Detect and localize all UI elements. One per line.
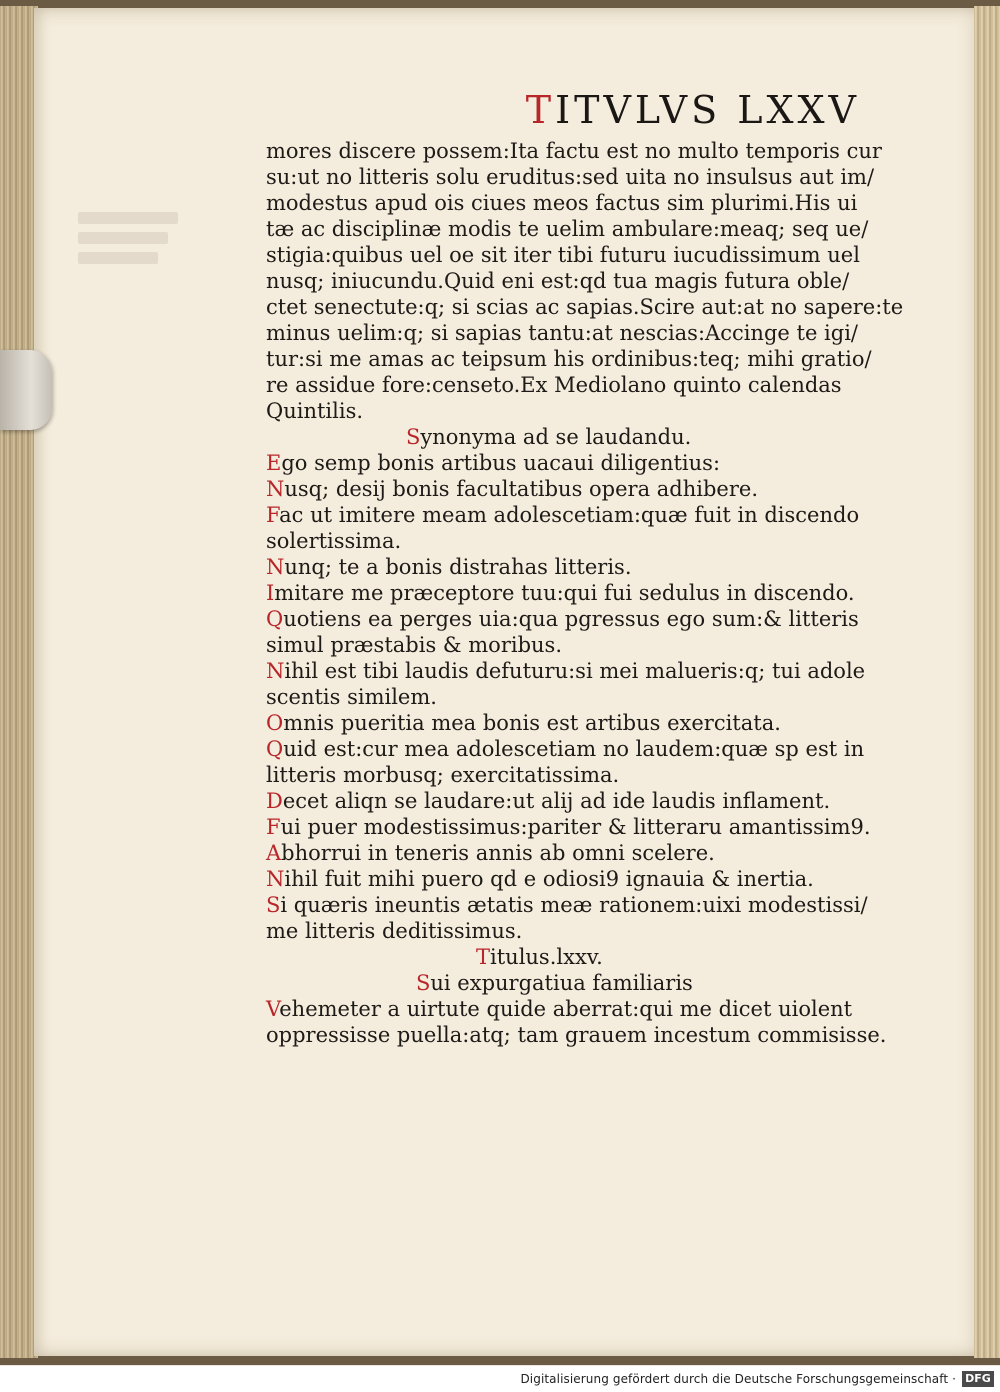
sentence-text: uotiens ea perges uia:qua pgressus ego sum:& litteris bbox=[283, 607, 859, 631]
paragraph-line: su:ut no litteris solu eruditus:sed uita no insulsus aut im/ bbox=[266, 165, 875, 189]
show-through-text bbox=[78, 212, 178, 224]
sentence-line bbox=[266, 710, 876, 736]
section-heading-titulus bbox=[266, 944, 876, 970]
digitization-footer bbox=[0, 1366, 1000, 1392]
red-initial: F bbox=[266, 503, 280, 527]
paragraph-line: mores discere possem:Ita factu est no multo temporis cur bbox=[266, 139, 882, 163]
red-initial: Q bbox=[266, 607, 284, 631]
red-initial: S bbox=[266, 893, 281, 917]
section-heading-synonyma bbox=[266, 424, 876, 450]
sentence-line bbox=[266, 788, 876, 814]
red-initial: N bbox=[266, 555, 285, 579]
sentence-continuation: scentis similem. bbox=[266, 685, 437, 709]
heading-text: ynonyma ad se laudandu. bbox=[420, 425, 692, 449]
sentence-continuation: simul præstabis & moribus. bbox=[266, 633, 562, 657]
sentence-text: usq; desij bonis facultatibus opera adhibere. bbox=[284, 477, 758, 501]
letter-paragraph bbox=[266, 138, 904, 424]
book-clip bbox=[0, 350, 52, 430]
running-header bbox=[266, 86, 876, 134]
red-initial: V bbox=[266, 997, 280, 1021]
paragraph-line: stigia:quibus uel oe sit iter tibi futuru iucudissimum uel bbox=[266, 243, 860, 267]
sentence-line bbox=[266, 892, 876, 918]
paragraph-line: modestus apud ois ciues meos factus sim plurimi.His ui bbox=[266, 191, 858, 215]
header-initial: T bbox=[525, 88, 556, 132]
sentence-list bbox=[266, 450, 876, 944]
show-through-text bbox=[78, 252, 158, 264]
paragraph-line: nusq; iniucundu.Quid eni est:qd tua magis futura oble/ bbox=[266, 269, 850, 293]
sentence-text: ecet aliqn se laudare:ut alij ad ide laudis inflament. bbox=[282, 789, 831, 813]
paragraph-line: re assidue fore:censeto.Ex Mediolano quinto calendas bbox=[266, 373, 842, 397]
sentence-text: i quæris ineuntis ætatis meæ rationem:uixi modestissi/ bbox=[280, 893, 868, 917]
book-page-edges-right bbox=[974, 6, 1000, 1358]
paragraph-line: minus uelim:q; si sapias tantu:at nescias:Accinge te igi/ bbox=[266, 321, 858, 345]
paragraph-line: ctet senectute:q; si scias ac sapias.Scire aut:at no sapere:te bbox=[266, 295, 904, 319]
red-initial: N bbox=[266, 477, 285, 501]
page-text bbox=[266, 86, 904, 1048]
sentence-text: unq; te a bonis distrahas litteris. bbox=[284, 555, 632, 579]
sentence-text: ui puer modestissimus:pariter & litteraru amantissim9. bbox=[280, 815, 871, 839]
red-initial: F bbox=[266, 815, 281, 839]
red-initial: S bbox=[406, 425, 421, 449]
paragraph-line: tur:si me amas ac teipsum his ordinibus:teq; mihi gratio/ bbox=[266, 347, 872, 371]
red-initial: N bbox=[266, 659, 285, 683]
red-initial: A bbox=[266, 841, 282, 865]
sentence-line bbox=[266, 606, 876, 632]
sentence-text: ihil fuit mihi puero qd e odiosi9 ignauia & inertia. bbox=[284, 867, 814, 891]
sentence-text: ihil est tibi laudis defuturu:si mei malueris:q; tui adole bbox=[284, 659, 866, 683]
red-initial: O bbox=[266, 711, 284, 735]
sentence-text: ac ut imitere meam adolescetiam:quæ fuit in discendo bbox=[279, 503, 860, 527]
sentence-text: ehemeter a uirtute quide aberrat:qui me dicet uiolent bbox=[279, 997, 853, 1021]
sentence-continuation: me litteris deditissimus. bbox=[266, 919, 523, 943]
heading-text: itulus.lxxv. bbox=[490, 945, 603, 969]
paragraph-line: tæ ac disciplinæ modis te uelim ambulare:meaq; seq ue/ bbox=[266, 217, 869, 241]
red-initial: T bbox=[476, 945, 491, 969]
red-initial: Q bbox=[266, 737, 284, 761]
red-initial: D bbox=[266, 789, 283, 813]
sentence-text: mitare me præceptore tuu:qui fui sedulus in discendo. bbox=[274, 581, 855, 605]
sentence-text: uid est:cur mea adolescetiam no laudem:quæ sp est in bbox=[283, 737, 865, 761]
red-initial: I bbox=[266, 581, 275, 605]
final-sentence-continuation: oppressisse puella:atq; tam grauem incestum commisisse. bbox=[266, 1023, 887, 1047]
sentence-line bbox=[266, 736, 876, 762]
footer-credit: Digitalisierung gefördert durch die Deutsche Forschungsgemeinschaft · bbox=[520, 1372, 956, 1386]
sentence-line bbox=[266, 840, 876, 866]
header-title: ITVLVS LXXV bbox=[555, 88, 860, 132]
heading-text: ui expurgatiua familiaris bbox=[430, 971, 693, 995]
sentence-line bbox=[266, 450, 876, 476]
dfg-logo: DFG bbox=[962, 1371, 994, 1387]
sentence-continuation: litteris morbusq; exercitatissima. bbox=[266, 763, 620, 787]
red-initial: E bbox=[266, 451, 282, 475]
sentence-text: mnis pueritia mea bonis est artibus exercitata. bbox=[283, 711, 781, 735]
final-sentence-line bbox=[266, 996, 876, 1022]
sentence-text: bhorrui in teneris annis ab omni scelere. bbox=[281, 841, 715, 865]
sentence-line bbox=[266, 502, 876, 528]
section-heading-sui bbox=[266, 970, 876, 996]
book-page-edges-left bbox=[0, 6, 38, 1358]
sentence-line bbox=[266, 554, 876, 580]
sentence-line bbox=[266, 580, 876, 606]
paragraph-line: Quintilis. bbox=[266, 399, 364, 423]
show-through-text bbox=[78, 232, 168, 244]
sentence-line bbox=[266, 866, 876, 892]
red-initial: N bbox=[266, 867, 285, 891]
sentence-line bbox=[266, 658, 876, 684]
sentence-line bbox=[266, 476, 876, 502]
sentence-continuation: solertissima. bbox=[266, 529, 402, 553]
red-initial: S bbox=[416, 971, 431, 995]
sentence-line bbox=[266, 814, 876, 840]
sentence-text: go semp bonis artibus uacaui diligentius: bbox=[281, 451, 721, 475]
